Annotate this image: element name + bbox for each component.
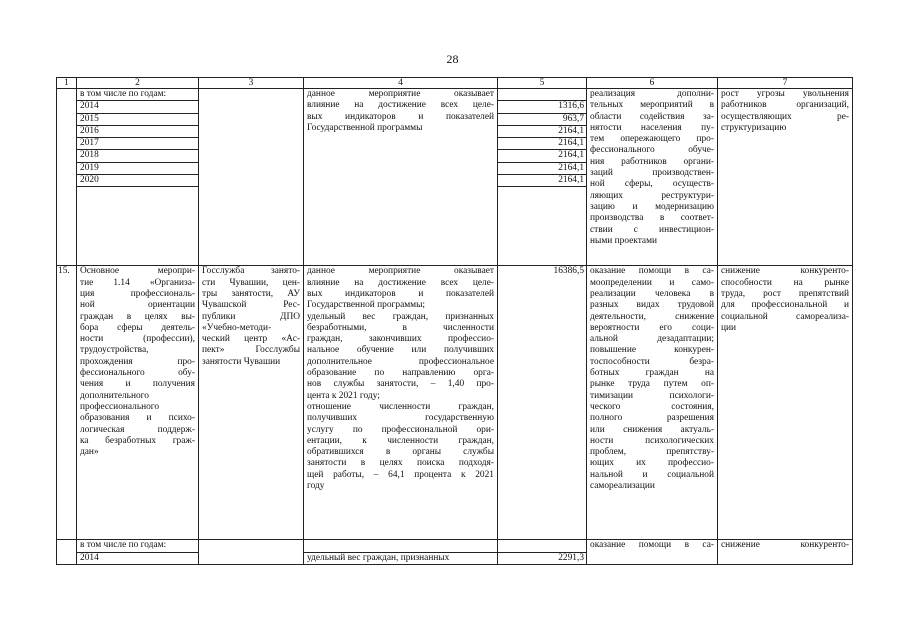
funding-total: 16386,5 [498,266,587,540]
expected-results: оказание помощи в са- [587,540,718,565]
value-cell: 2164,1 [498,175,587,187]
year-cell: 2015 [77,113,199,125]
header-cell: 7 [718,78,853,89]
page-number: 28 [446,52,459,66]
header-cell: 6 [587,78,718,89]
row-number: 15. [57,266,77,540]
header-cell: 1 [57,78,77,89]
consequences-description: реализация дополни- тельных мероприятий в области содействия за- нятости населения пу- тем опережающего про- фессионального обуче- ния работников органи- заций производствен- ной сферы, осуществ- ляющих реструктури- зацию и модернизацию производства в соответ- ствии с инвестицион- ными проектами [587,89,718,266]
header-cell: 5 [498,78,587,89]
value-cell: 2164,1 [498,150,587,162]
activity-name: Основное меропри- тие 1.14 «Организа- ция профессиональ- ной ориентации граждан в целях вы- бора сферы деятель- ности (профессии), трудоустройства, прохождения про- фессионального обу- чения и получения дополнительного профессионального образования и психо- логическая поддерж- ка безработных граж- дан» [77,266,199,540]
header-row [57,78,853,89]
year-cell: 2017 [77,138,199,150]
year-cell: 2014 [77,552,199,564]
year-cell: 2016 [77,125,199,137]
header-cell: 4 [304,78,498,89]
impact-description: удельный вес граждан, признанных [304,552,498,564]
impact-description: данное мероприятие оказывает влияние на достижение всех целе- вых индикаторов и показателей Государственной программы; удельный вес граждан, признанных безработными, в численности граждан, закончивших профессио- нальное обучение или получивших дополнительное профессиональное образование по направлению орга- нов службы занятости, – 1,40 про- цента к 2021 году; отношение численности граждан, получивших государственную услугу по профессиональной ори- ентации, к численности граждан, обратившихся в органы службы занятости в целях поиска подходя- щей работы, – 64,1 процента к 2021 году [304,266,498,540]
impact-description: данное мероприятие оказывает влияние на достижение всех целе- вых индикаторов и показателей Государственной программы [304,89,498,266]
risks-description: рост угрозы увольнения работников организаций, осуществляющих ре- структуризацию [718,89,853,266]
value-cell: 2164,1 [498,125,587,137]
risks-description: снижение конкуренто- способности на рынке труда, рост препятствий для профессиональной и социальной самореализа- ции [718,266,853,540]
table-row [57,266,853,540]
risks-description: снижение конкуренто- [718,540,853,565]
year-cell: 2020 [77,175,199,187]
value-cell: 963,7 [498,113,587,125]
value-cell: 2164,1 [498,162,587,174]
year-cell: 2018 [77,150,199,162]
year-cell: 2014 [77,101,199,113]
activities-table [56,77,853,565]
years-label: в том числе по годам: [77,89,199,101]
responsible-executor: Госслужба занято- сти Чувашии, цен- тры занятости, АУ Чувашской Рес- публики ДПО «Учебно-методи- ческий центр «Ас- пект» Госслужбы занятости Чувашии [199,266,304,540]
header-cell: 3 [199,78,304,89]
value-cell: 2164,1 [498,138,587,150]
table-row [57,540,853,552]
value-cell: 2291,3 [498,552,587,564]
header-cell: 2 [77,78,199,89]
years-label: в том числе по годам: [77,540,199,552]
table-row [57,89,853,101]
expected-results: оказание помощи в са- моопределении и само- реализации человека в разных видах трудовой деятельности, снижение вероятности его соци- альной дезадаптации; повышение конкурен- тоспособности безра- ботных граждан на рынке труда путем оп- тимизации психологи- ческого состояния, полного разрешения или снижения актуаль- ности психологических проблем, препятству- ющих их профессио- нальной и социальной самореализации [587,266,718,540]
year-cell: 2019 [77,162,199,174]
value-cell: 1316,6 [498,101,587,113]
